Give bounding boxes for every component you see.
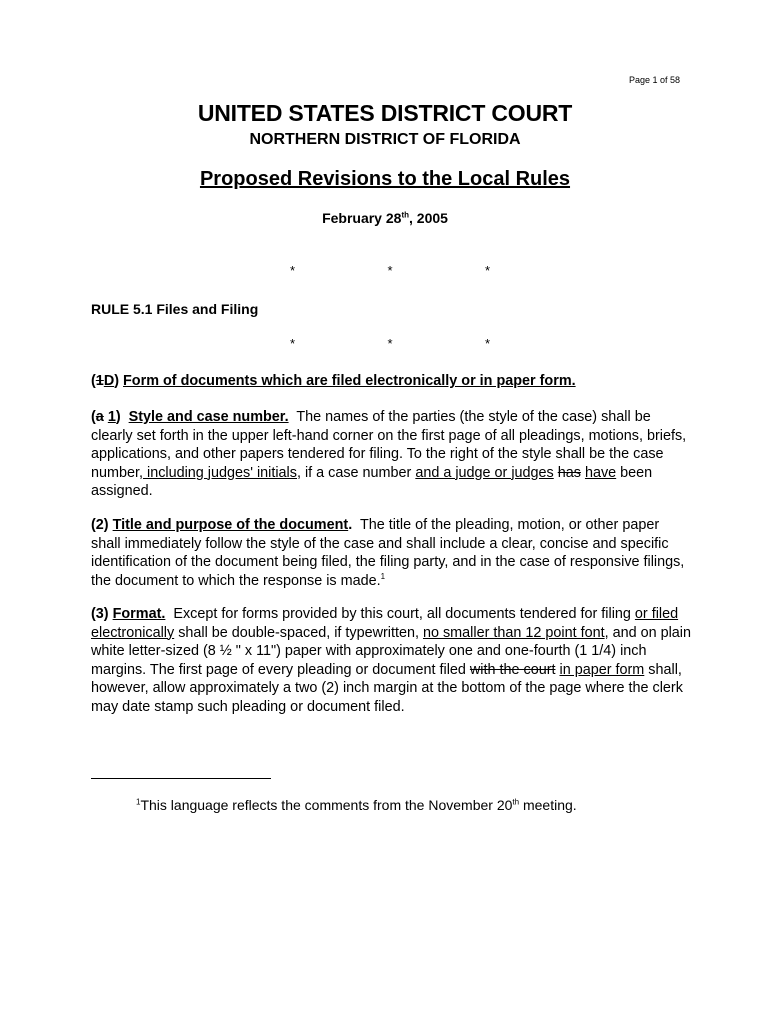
inserted-text: have [584, 464, 617, 481]
paragraph-heading: Format. [112, 606, 166, 622]
rule-heading: RULE 5.1 Files and Filing [91, 301, 259, 317]
star: * [484, 336, 490, 351]
struck-text: a [95, 409, 104, 425]
paragraph-title-purpose: (2) Title and purpose of the document. The title of the pleading, motion, or other paper shall immediately follow the style of the case and shall include a clear, concise and specific identification of the document being filed, the filing party, and in the case of responsive filings, the document to which the response is made.$^1$ [91, 517, 685, 589]
separator-stars [290, 336, 490, 351]
page-number: Page 1 of 58 [628, 75, 680, 85]
paragraph-style-case-number: (a 1) Style and case number. The names of the parties (the style of the case) shall be clearly set forth in the upper left-hand corner on the first page of all pleadings, motions, briefs, applications, and other papers tendered for filing. To the right of the style shall be the case number, including judges' initials, if a case number and a judge or judges has have been assigned. [91, 409, 687, 499]
struck-text: with the court [469, 661, 556, 678]
star: * [484, 263, 490, 278]
inserted-text: or filed electronically [91, 606, 679, 641]
footnote-marker: 1 [136, 797, 141, 807]
inserted-text: no smaller than 12 point font [422, 624, 605, 641]
star: * [387, 263, 393, 278]
document-title: Proposed Revisions to the Local Rules [199, 168, 571, 190]
inserted-text: in paper form [559, 661, 645, 678]
section-heading-text: Form of documents which are filed electronically or in paper form. [123, 373, 576, 389]
date-suffix: th [401, 210, 409, 220]
inserted-text: 1 [107, 409, 116, 425]
star: * [290, 263, 296, 278]
footnote-reference[interactable]: 1 [380, 571, 386, 581]
footnote: $^1$This language reflects the comments from the November 20th meeting. [136, 797, 577, 813]
inserted-text: D [103, 373, 115, 389]
district-title: NORTHERN DISTRICT OF FLORIDA [249, 131, 521, 148]
star: * [290, 336, 296, 351]
paragraph-heading: Style and case number. [128, 409, 289, 425]
struck-text: 1 [95, 373, 104, 389]
court-title: UNITED STATES DISTRICT COURT [197, 100, 573, 126]
document-date [0, 210, 770, 226]
separator-stars [290, 263, 490, 278]
footnote-suffix: th [512, 797, 520, 807]
inserted-text: and a judge or judges [415, 464, 554, 481]
date-day: February 28 [322, 210, 402, 226]
date-year: , 2005 [409, 210, 448, 226]
inserted-text: , including judges' initials, [139, 464, 301, 481]
struck-text: has [557, 464, 581, 481]
star: * [387, 336, 393, 351]
paragraph-heading: Title and purpose of the document [112, 517, 349, 533]
footnote-divider [91, 778, 271, 779]
paragraph-format: (3) Format. Except for forms provided by this court, all documents tendered for filing or filed electronically shall be double-spaced, if typewritten, no smaller than 12 point font, and on plain white letter-sized (8 ½ " x 11") paper with approximately one and one-fourth (1 1/4) inch margins. The first page of every pleading or document filed with the court in paper form shall, however, allow approximately a two (2) inch margin at the bottom of the page where the clerk may date stamp such pleading or document filed. [91, 606, 692, 715]
section-d-heading: (1D) Form of documents which are filed electronically or in paper form. [91, 373, 576, 389]
